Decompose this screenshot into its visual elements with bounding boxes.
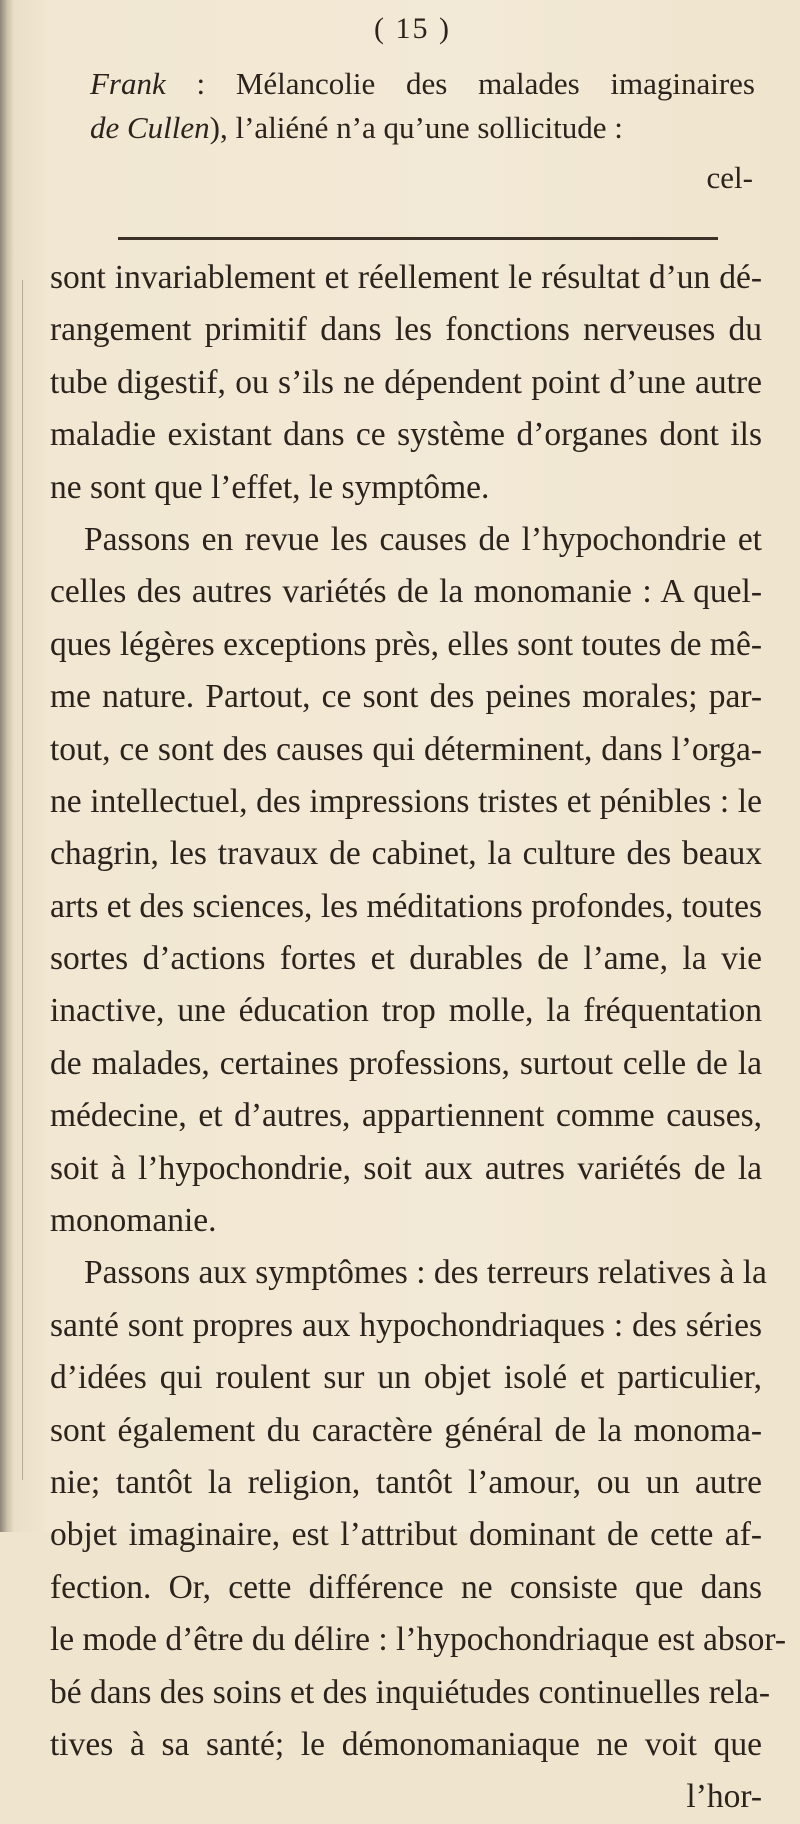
- text-line: Passons en revue les causes de l’hypochondrie et: [84, 520, 762, 558]
- text-line: tube digestif, ou s’ils ne dépendent point d’une autre: [50, 363, 762, 401]
- text-line: nie; tantôt la religion, tantôt l’amour, ou un autre: [50, 1463, 762, 1501]
- text-line: bé dans des soins et des inquiétudes continuelles rela-: [50, 1673, 771, 1711]
- text-line: tout, ce sont des causes qui déterminent, dans l’orga-: [50, 730, 762, 768]
- footnote-line-1-text: : Mélancolie des malades imaginaires: [165, 66, 755, 101]
- footnote-line-1: [90, 62, 755, 106]
- text-line: ne intellectuel, des impressions tristes et pénibles : le: [50, 782, 762, 820]
- text-line: arts et des sciences, les méditations profondes, toutes: [50, 887, 762, 925]
- text-line: ne sont que l’effet, le symptôme.: [50, 468, 490, 506]
- text-line: maladie existant dans ce système d’organes dont ils: [50, 416, 762, 454]
- text-line: Passons aux symptômes : des terreurs relatives à la: [84, 1254, 767, 1292]
- body-text: [50, 252, 787, 1824]
- text-line: soit à l’hypochondrie, soit aux autres variétés de la: [50, 1149, 762, 1187]
- text-line: l’hor-: [686, 1778, 762, 1816]
- text-line: de malades, certaines professions, surtout celle de la: [50, 1044, 762, 1082]
- text-line: fection. Or, cette différence ne consiste que dans: [50, 1568, 762, 1606]
- text-line: chagrin, les travaux de cabinet, la culture des beaux: [50, 835, 762, 873]
- footnote-cited-author: de Cullen: [90, 110, 210, 145]
- text-line: d’idées qui roulent sur un objet isolé et particulier,: [50, 1359, 762, 1397]
- text-line: santé sont propres aux hypochondriaques : des séries: [50, 1306, 762, 1344]
- text-line: médecine, et d’autres, appartiennent comme causes,: [50, 1097, 762, 1135]
- text-line: le mode d’être du délire : l’hypochondriaque est absor-: [50, 1621, 787, 1659]
- footnote-line-2: [90, 106, 755, 150]
- text-line: sont également du caractère général de la monoma-: [50, 1411, 762, 1449]
- text-line: tives à sa santé; le démonomaniaque ne voit que: [50, 1725, 762, 1763]
- text-line: ques légères exceptions près, elles sont toutes de mê-: [50, 625, 762, 663]
- text-line: sont invariablement et réellement le résultat d’un dé-: [50, 259, 762, 296]
- gutter-line: [22, 280, 23, 1480]
- text-line: monomanie.: [50, 1202, 217, 1240]
- page-number: ( 15 ): [374, 12, 451, 45]
- text-line: me nature. Partout, ce sont des peines morales; par-: [50, 678, 762, 716]
- footnote-separator-rule: [118, 237, 718, 240]
- text-line: rangement primitif dans les fonctions nerveuses du: [50, 311, 762, 349]
- footnote-author: Frank: [90, 66, 166, 101]
- text-line: inactive, une éducation trop molle, la fréquentation: [50, 992, 762, 1030]
- page-binding-edge: [0, 0, 14, 1532]
- text-line: objet imaginaire, est l’attribut dominant de cette af-: [50, 1516, 762, 1554]
- footnote-line-3: cel-: [706, 160, 753, 195]
- text-line: sortes d’actions fortes et durables de l’ame, la vie: [50, 940, 762, 978]
- text-line: celles des autres variétés de la monomanie : A quel-: [50, 573, 762, 611]
- footnote-line-2-text: ), l’aliéné n’a qu’une sollicitude :: [209, 110, 623, 145]
